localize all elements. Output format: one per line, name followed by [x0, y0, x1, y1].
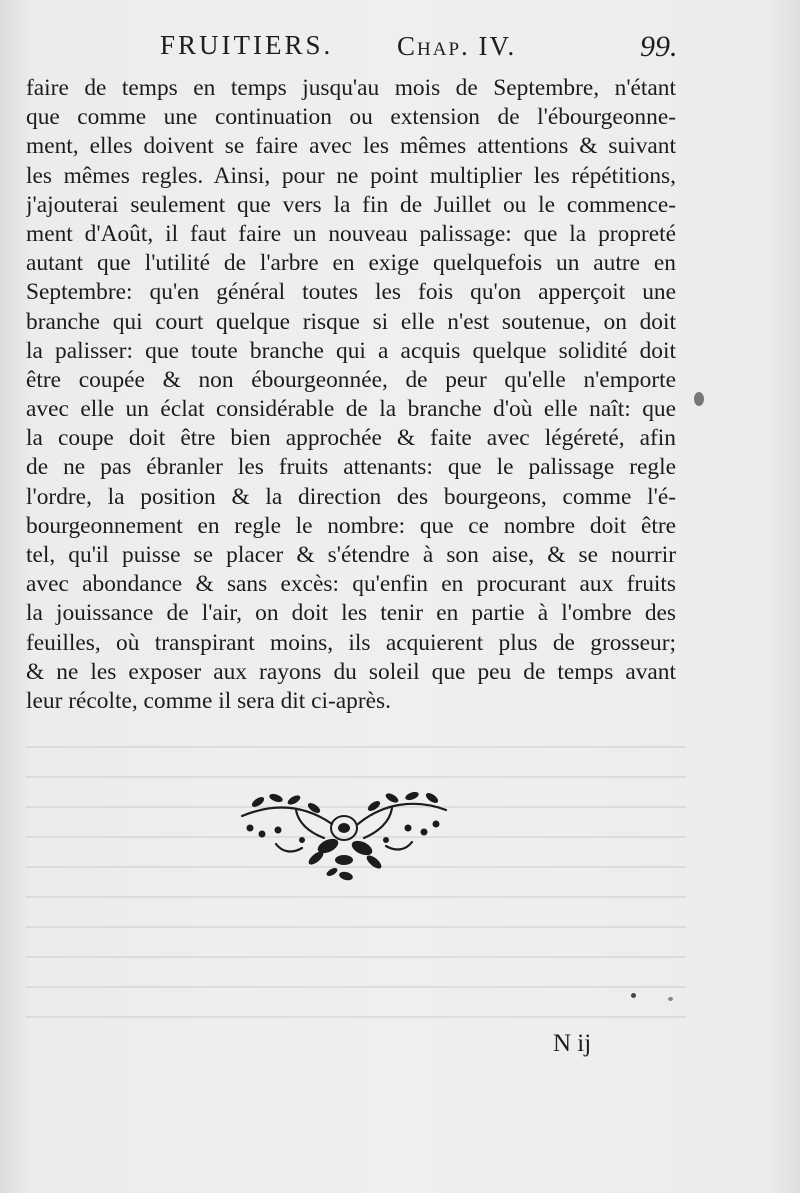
text-line: avec abondance & sans excès: qu'enfin en procurant aux fruits [26, 571, 676, 598]
body-text [26, 74, 676, 716]
text-line: avec elle un éclat considérable de la branche d'où elle naît: que [26, 396, 676, 423]
text-line: ment, elles doivent se faire avec les mêmes attentions & suivant [26, 133, 676, 160]
text-line: l'ordre, la position & la direction des bourgeons, comme l'é- [26, 483, 676, 510]
running-head-title: FRUITIERS. [160, 30, 334, 60]
text-line: bourgeonnement en regle le nombre: que ce nombre doit être [26, 512, 676, 539]
ink-speck [631, 993, 636, 998]
text-line: la palisser: que toute branche qui a acquis quelque solidité doit [26, 337, 676, 364]
ink-speck [668, 997, 673, 1001]
text-line: la jouissance de l'air, on doit les tenir en partie à l'ombre des [26, 600, 676, 627]
text-line: être coupée & non ébourgeonnée, de peur qu'elle n'emporte [26, 366, 676, 393]
running-head-chapter: Chap. IV. [397, 31, 517, 61]
signature-mark: N ij [553, 1030, 592, 1057]
text-line: de ne pas ébranler les fruits attenants: que le palissage regle [26, 454, 676, 481]
text-line: faire de temps en temps jusqu'au mois de Septembre, n'étant [26, 75, 676, 101]
text-line: & ne les exposer aux rayons du soleil que peu de temps avant [26, 658, 676, 685]
text-line: branche qui court quelque risque si elle n'est soutenue, on doit [26, 308, 676, 335]
ink-speck [694, 392, 704, 406]
text-line: Septembre: qu'en général toutes les fois qu'on apperçoit une [26, 279, 676, 306]
running-head [160, 30, 680, 64]
text-line: les mêmes regles. Ainsi, pour ne point multiplier les répétitions, [26, 162, 676, 189]
text-line-last: leur récolte, comme il sera dit ci-après. [26, 687, 391, 714]
text-line: la coupe doit être bien approchée & faite avec légéreté, afin [26, 425, 676, 452]
text-line: tel, qu'il puisse se placer & s'étendre à son aise, & se nourrir [26, 542, 676, 568]
text-line: autant que l'utilité de l'arbre en exige quelquefois un autre en [26, 250, 676, 277]
page-number: 99. [640, 30, 678, 63]
text-line: que comme une continuation ou extension de l'ébourgeonne- [26, 104, 676, 131]
floral-fruit-vignette-icon [236, 788, 452, 888]
text-line: feuilles, où transpirant moins, ils acquierent plus de grosseur; [26, 629, 676, 656]
text-line: j'ajouterai seulement que vers la fin de Juillet ou le commence- [26, 191, 676, 218]
text-line: ment d'Août, il faut faire un nouveau palissage: que la propreté [26, 220, 676, 247]
